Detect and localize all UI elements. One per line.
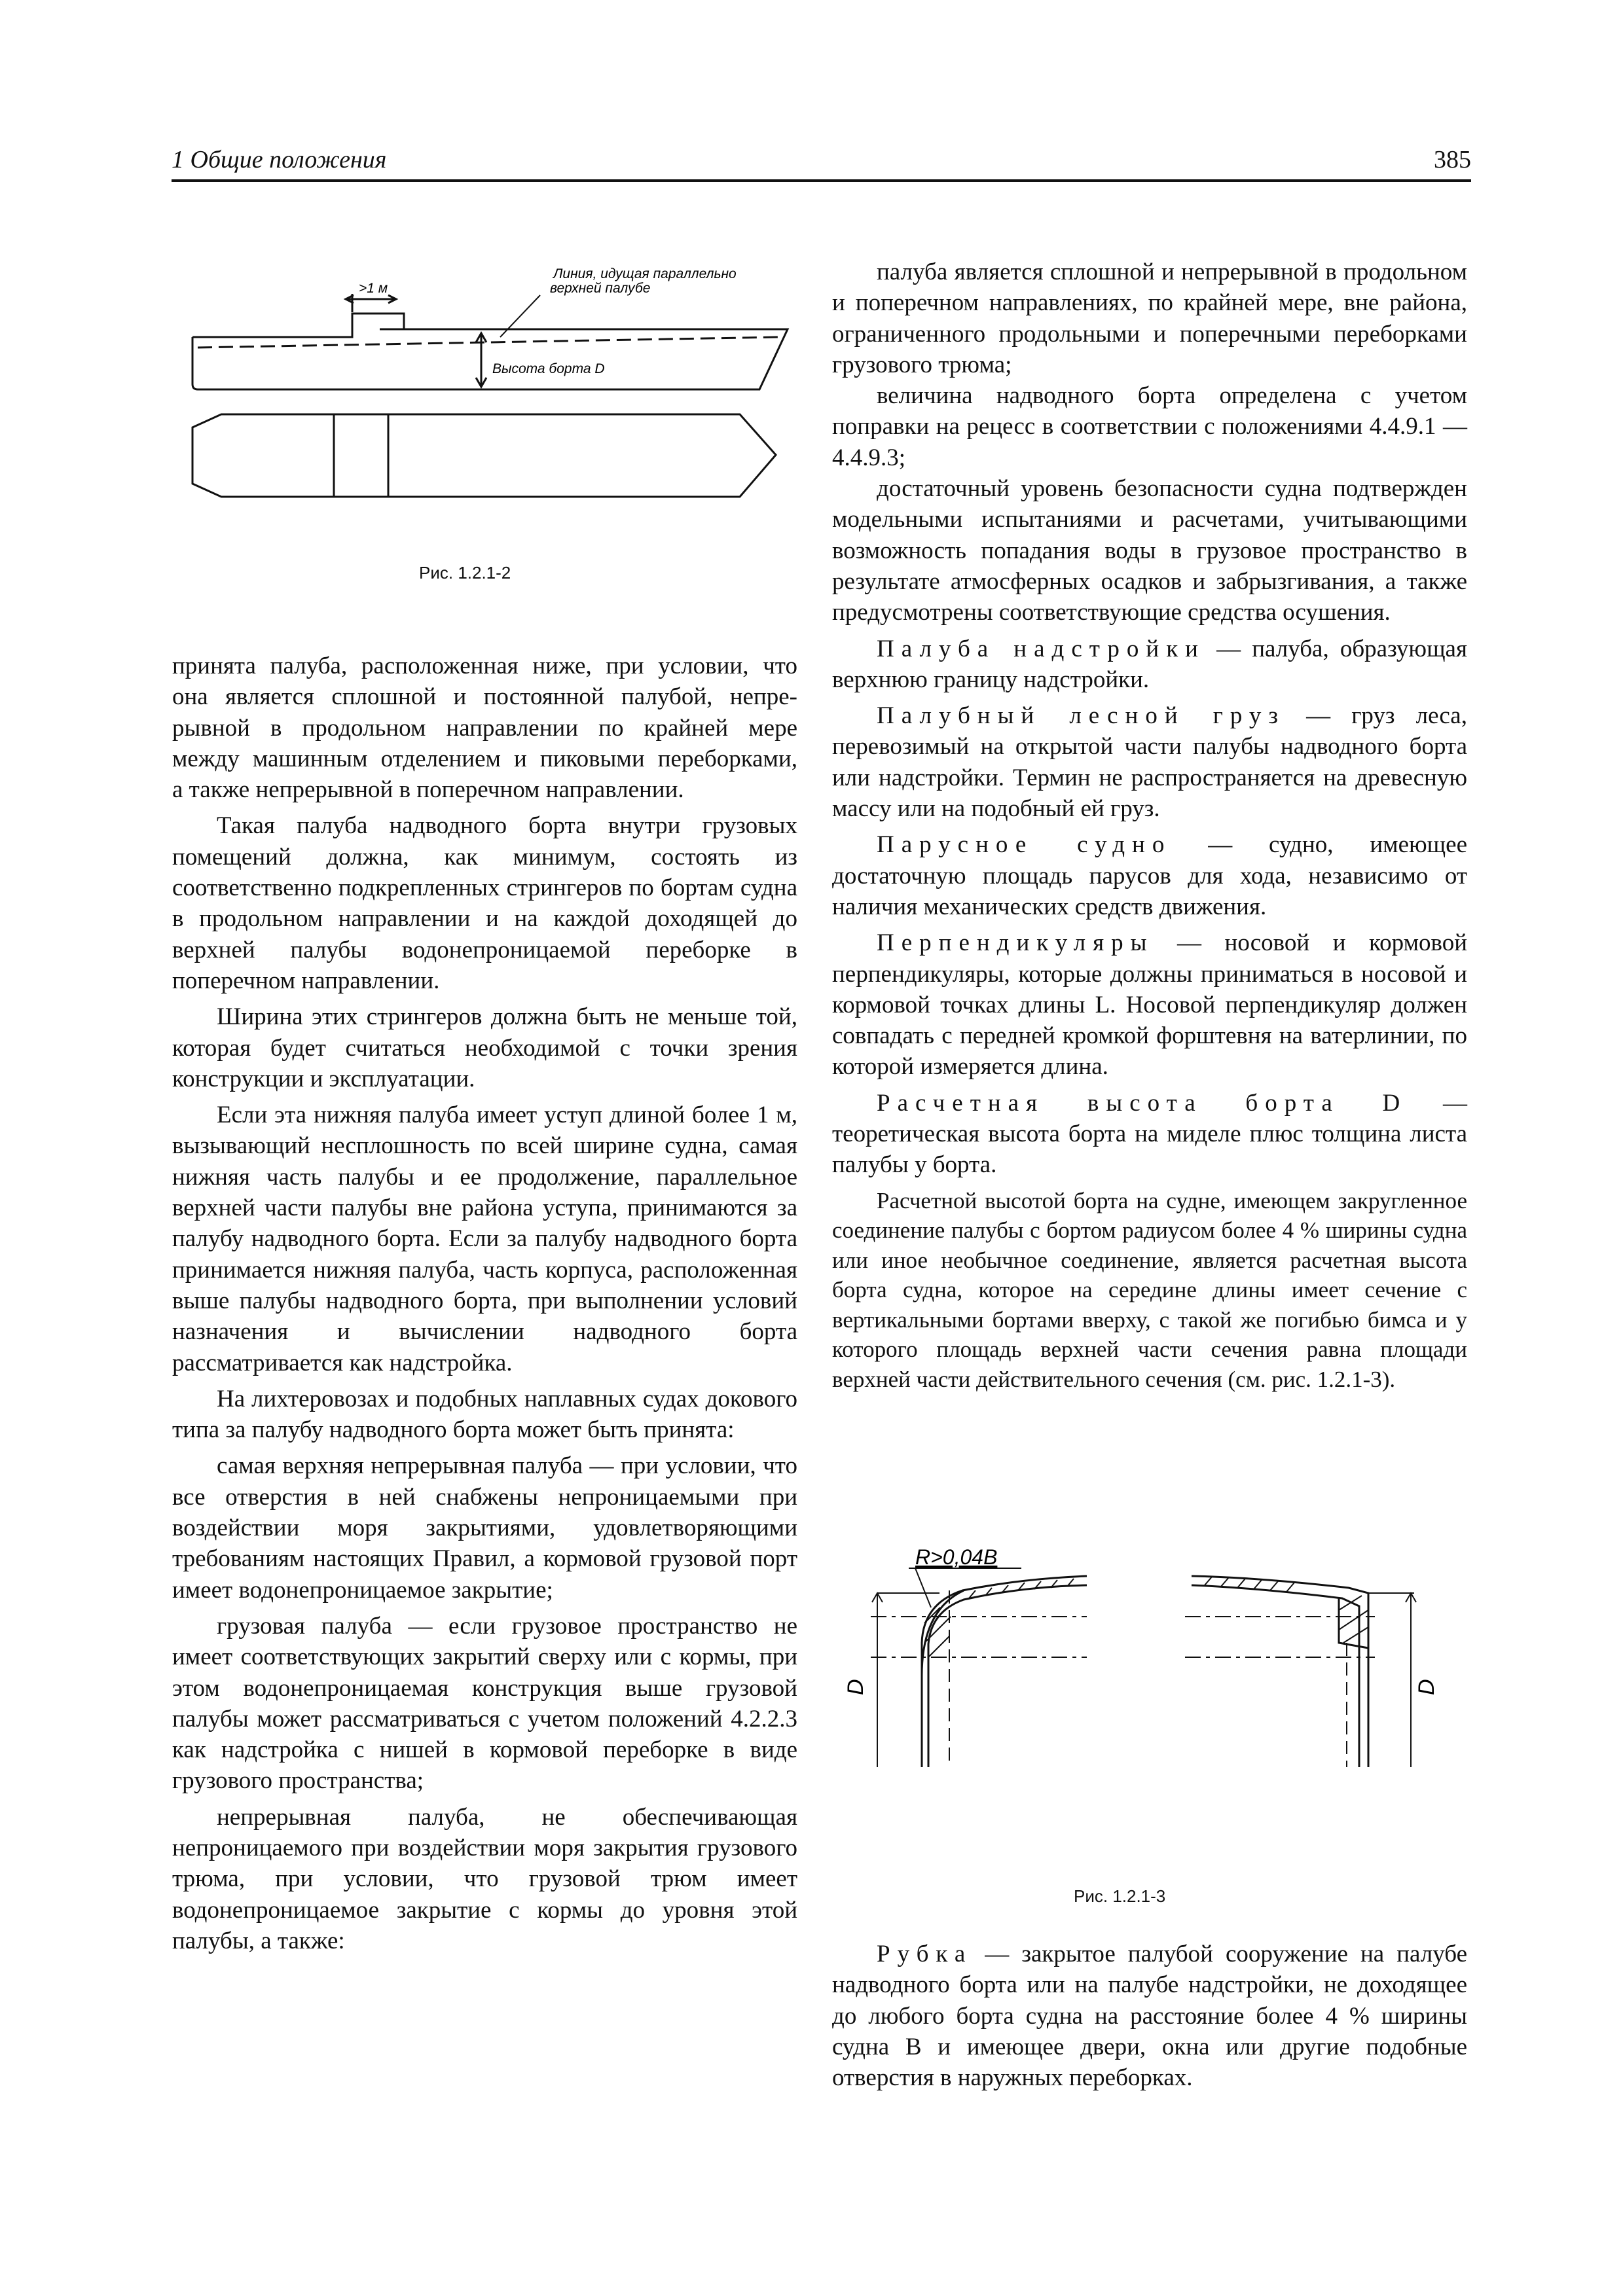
- figure2-label-d-right: D: [1414, 1679, 1439, 1695]
- figure1-caption: Рис. 1.2.1-2: [419, 563, 511, 583]
- paragraph: Такая палуба надводного борта внутри грузовых помещений должна, как минимум, состоять из соответственно подкрепленных стрингеров по бортам судна в продольном направлении и на каждой доходящей до верхней палубы водонепроницаемой переборке в поперечном направлении.: [172, 812, 797, 994]
- paragraph: Ширина этих стрингеров должна быть не меньше той, которая будет считаться необходимой с точки зрения конструкции и эксплуатации.: [172, 1003, 797, 1092]
- paragraph: принята палуба, расположенная ниже, при условии, что: [172, 653, 797, 679]
- figure1-label-line-2: верхней палубе: [550, 281, 651, 296]
- paragraph: между машинным отделением и пиковыми переборками,: [172, 745, 797, 772]
- term: Расчетная высота борта D: [877, 1089, 1408, 1117]
- term: Перпендикуляры: [877, 929, 1154, 957]
- right-column-top: [832, 257, 1467, 1394]
- definition: [832, 700, 1467, 824]
- definition: [832, 1939, 1467, 2093]
- definition: [832, 634, 1467, 696]
- paragraph: самая верхняя непрерывная палуба — при условии, что все отверстия в ней снабжены непроницаемыми при воздействии моря закрытиями, удовлетворяющими требованиям настоящих Правил, а кормовой грузовой порт имеет водонепроницаемое закрытие;: [172, 1452, 797, 1604]
- paragraph: рывной в продольном направлении по крайней мере: [172, 714, 797, 742]
- definition-text: — палуба, образующая верхнюю границу надстройки.: [832, 635, 1467, 693]
- paragraph: Расчетной высотой борта на судне, имеющем закругленное соединение палубы с бортом радиусом более 4 % ширины судна или иное необычное соединение, является расчетная высота борта судна, которое на середине длины имеет сечение с вертикальными бортами вверху, с такой же погибью бимса и у которого площадь верхней части сечения равна площади верхней части действительного сечения (см. рис. 1.2.1-3).: [832, 1187, 1467, 1392]
- section-title: 1 Общие положения: [172, 146, 387, 173]
- definition-text: — теоретическая высота борта на миделе плюс толщина листа палубы у борта.: [832, 1089, 1467, 1179]
- paragraph: она является сплошной и постоянной палубой, непре-: [172, 683, 797, 711]
- figure1-label-line: Линия, идущая параллельно: [553, 266, 737, 281]
- figure-moulded-depth: [843, 1545, 1440, 1820]
- term: Парусное судно: [877, 831, 1172, 859]
- figure1-label-1m: >1 м: [359, 281, 388, 296]
- paragraph: достаточный уровень безопасности судна подтвержден модельными испытаниями и расчетами, учитывающими возможность попадания воды в грузовое пространство в результате атмосферных осадков и забрызгивания, а также предусмотрены соответствующие средства осушения.: [832, 475, 1467, 626]
- figure2-label-radius: R>0,04B: [915, 1545, 998, 1569]
- figure2-label-d-left: D: [843, 1679, 868, 1695]
- definition-text: — судно, имеющее достаточную площадь парусов для хода, независимо от наличия механических средств движения.: [832, 831, 1467, 920]
- paragraph: палуба является сплошной и непрерывной в продольном и поперечном направлениях, по крайней мере, вне района, ограниченного продольными и поперечными переборками грузового трюма;: [832, 259, 1467, 378]
- figure-freeboard-deck: [183, 259, 812, 520]
- paragraph: грузовая палуба — если грузовое пространство не имеет соответствующих закрытий сверху или с кормы, при этом водонепроницаемая конструкция выше грузовой палубы может рассматриваться с учетом положений 4.2.2.3 как надстройка с нишей в кормовой переборке в виде грузового пространства;: [172, 1612, 797, 1795]
- term: Палубный лесной груз: [877, 702, 1286, 730]
- term: Палуба надстройки: [877, 635, 1205, 662]
- definition-text: — носовой и кормовой перпендикуляры, которые должны приниматься в носовой и кормовой точках длины L. Носовой перпендикуляр должен совпадать с передней кромкой форштевня на ватерлинии, по которой измеряется длина.: [832, 929, 1467, 1081]
- definition: [832, 1088, 1467, 1181]
- right-column-bottom: [832, 1939, 1467, 2093]
- figure2-caption: Рис. 1.2.1-3: [1074, 1886, 1166, 1906]
- paragraph: а также непрерывной в поперечном направлении.: [172, 776, 684, 804]
- header-rule: [172, 179, 1471, 182]
- left-column: [172, 651, 797, 1956]
- paragraph: Если эта нижняя палуба имеет уступ длиной более 1 м, вызывающий несплошность по всей ширине судна, самая нижняя часть палубы и ее продолжение, параллельное верхней части палубы вне района уступа, принимаются за палубу надводного борта. Если за палубу надводного борта принимается нижняя палуба, часть корпуса, расположенная выше палубы надводного борта, при выполнении условий назначения и вычислении надводного борта рассматривается как надстройка.: [172, 1102, 797, 1376]
- figure1-label-height: Высота борта D: [492, 361, 605, 376]
- definition: [832, 927, 1467, 1082]
- definition-text: — закрытое палубой сооружение на палубе надводного борта или на палубе надстройки, не доходящее до любого борта судна на расстояние более 4 % ширины судна B и имеющее двери, окна или другие подобные отверстия в наружных переборках.: [832, 1941, 1467, 2092]
- term: Рубка: [877, 1941, 973, 1967]
- paragraph: На лихтеровозах и подобных наплавных судах докового типа за палубу надводного борта может быть принята:: [172, 1385, 797, 1444]
- page-number: 385: [1434, 146, 1471, 173]
- paragraph: непрерывная палуба, не обеспечивающая непроницаемого при воздействии моря закрытия грузового трюма, при условии, что грузовой трюм имеет водонепроницаемое закрытие с кормы до уровня этой палубы, а также:: [172, 1803, 797, 1954]
- paragraph: величина надводного борта определена с учетом поправки на рецесс в соответствии с положениями 4.4.9.1 — 4.4.9.3;: [832, 382, 1467, 471]
- definition-text: — груз леса, перевозимый на открытой части палубы надводного борта или надстройки. Термин не распространяется на древесную массу или на подобный ей груз.: [832, 702, 1467, 823]
- definition: [832, 829, 1467, 922]
